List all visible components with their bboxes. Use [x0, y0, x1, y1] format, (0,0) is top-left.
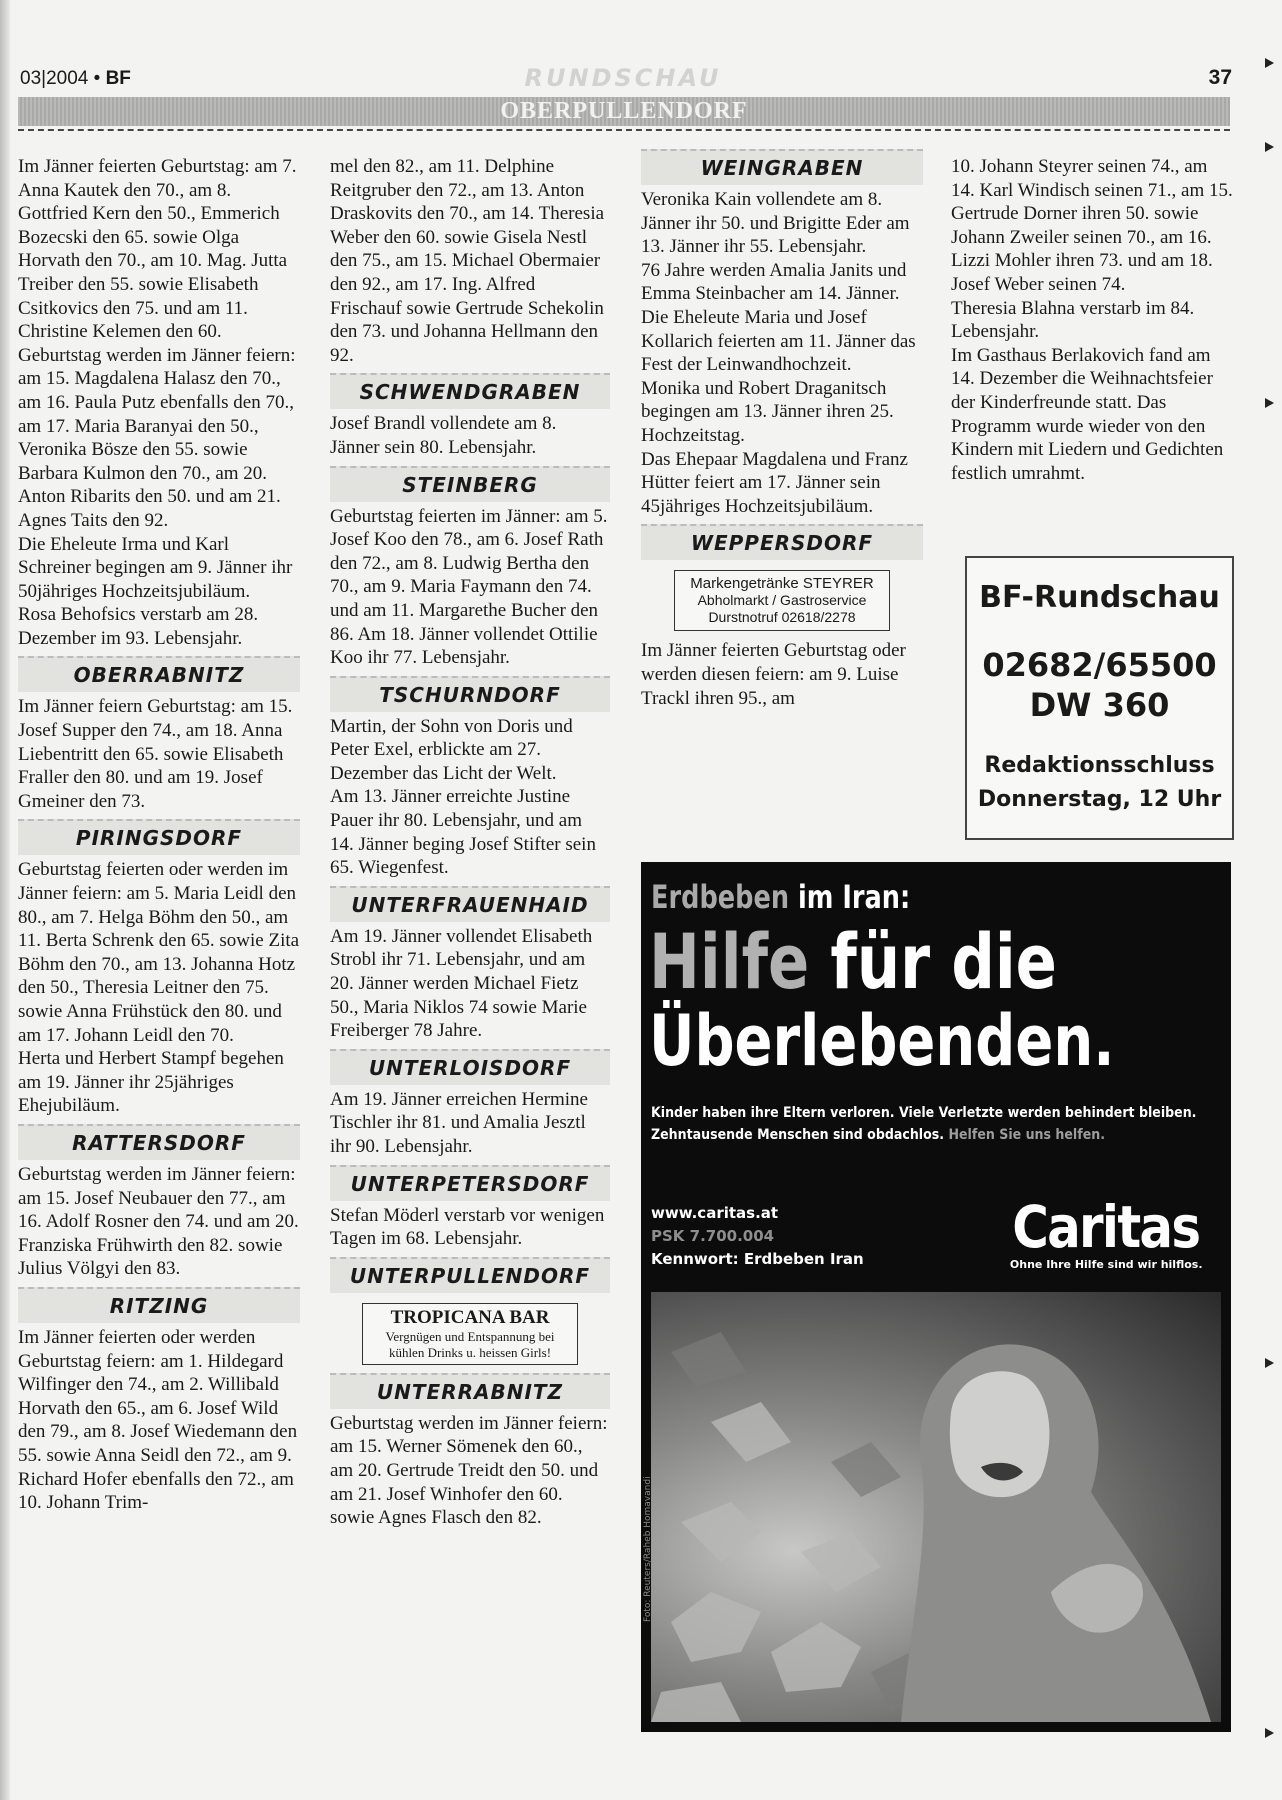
column-4: [951, 155, 1233, 485]
article-paragraph: 10. Johann Steyrer seinen 74., am 14. Karl Windisch seinen 71., am 15. Gertrude Dorner ihren 50. sowie Johann Zweiler seinen 70., am 16. Lizzi Mohler ihren 73. und am 18. Josef Weber seinen 74.: [951, 156, 1233, 295]
page-number: 37: [1208, 66, 1232, 89]
article-paragraph: Geburtstag werden im Jänner feiern: am 15. Josef Neubauer den 77., am 16. Adolf Rosner den 74. und am 20. Franziska Frühwirth den 82. sowie Julius Völgyi den 83.: [18, 1163, 299, 1280]
column-3: [641, 155, 923, 710]
section-heading-weppersdorf: WEPPERSDORF: [641, 524, 923, 560]
article-paragraph: Herta und Herbert Stampf begehen am 19. Jänner ihr 25jähriges Ehejubiläum.: [18, 1048, 284, 1117]
caritas-keyword: Kennwort: Erdbeben Iran: [651, 1250, 864, 1268]
tropicana-line: Vergnügen und Entspannung bei: [385, 1328, 555, 1344]
region-band: [18, 97, 1230, 126]
section-heading-rattersdorf: RATTERSDORF: [18, 1124, 300, 1160]
edge-mark-icon: [1265, 58, 1274, 68]
article-paragraph: Im Jänner feiern Geburtstag: am 15. Josef Supper den 74., am 18. Anna Liebentritt den 65. sowie Elisabeth Fraller den 80. und am 19. Josef Gmeiner den 73.: [18, 696, 293, 812]
photo-credit: Foto: Reuters/Raheb Homavandi: [643, 1476, 653, 1622]
article-paragraph: Im Jänner feierten oder werden Geburtstag feiern: am 1. Hildegard Wilfinger den 74., am 2. Willibald Horvath den 65., am 6. Josef Wild den 79., am 8. Josef Wiedemann den 55. sowie Anna Seidl den 72., am 9. Richard Hofer ebenfalls den 72., am 10. Johann Trim-: [18, 1326, 298, 1514]
article-paragraph: Die Eheleute Maria und Josef Kollarich feierten am 11. Jänner das Fest der Leinwandhochzeit.: [641, 306, 916, 376]
steyrer-line: Abholmarkt / Gastroservice: [697, 592, 867, 609]
earthquake-survivor-photo: [651, 1292, 1221, 1722]
tropicana-name: TROPICANA BAR: [390, 1306, 550, 1328]
article-paragraph: Im Jänner feierten Geburtstag: am 7. Anna Kautek den 70., am 8. Gottfried Kern den 50., Emmerich Bozecski den 65. sowie Olga Horvath den 70., am 10. Mag. Jutta Treiber den 55. sowie Elisabeth Csitkovics den 75. und am 11. Christine Kelemen den 60.: [18, 156, 297, 343]
section-heading-steinberg: STEINBERG: [330, 466, 610, 502]
section-heading-unterpullendorf: UNTERPULLENDORF: [330, 1257, 610, 1293]
section-heading-unterpetersdorf: UNTERPETERSDORF: [330, 1165, 610, 1201]
article-paragraph: Am 13. Jänner erreichte Justine Pauer ihr 80. Lebensjahr, und am 14. Jänner beging Josef Stifter sein 65. Wiegenfest.: [330, 786, 596, 879]
edge-mark-icon: [1265, 142, 1274, 152]
edge-mark-icon: [1265, 398, 1274, 408]
article-paragraph: Veronika Kain vollendete am 8. Jänner ihr 50. und Brigitte Eder am 13. Jänner ihr 55. Lebensjahr.: [641, 189, 910, 258]
article-paragraph: Das Ehepaar Magdalena und Franz Hütter feiert am 17. Jänner sein 45jähriges Hochzeitsjubiläum.: [641, 448, 908, 517]
caritas-tagline: Ohne Ihre Hilfe sind wir hilflos.: [1009, 1258, 1203, 1271]
column-1: [18, 155, 300, 1515]
tropicana-bar-ad: [362, 1303, 578, 1365]
steyrer-name: Markengetränke STEYRER: [690, 575, 874, 593]
section-heading-schwendgraben: SCHWENDGRABEN: [330, 373, 610, 409]
bf-box-phone: 02682/65500: [982, 646, 1217, 684]
caritas-logo: Caritas Ohne Ihre Hilfe sind wir hilflos.: [997, 1196, 1215, 1271]
caritas-headline-2: Überlebenden.: [649, 1000, 1115, 1082]
article-paragraph: Im Jänner feierten Geburtstag oder werden diesen feiern: am 9. Luise Trackl ihren 95., am: [641, 640, 906, 709]
caritas-preheadline: Erdbeben im Iran:: [651, 878, 911, 916]
page-edge-marks: [1262, 0, 1274, 1800]
section-heading-unterloisdorf: UNTERLOISDORF: [330, 1049, 610, 1085]
section-heading-unterrabnitz: UNTERRABNITZ: [330, 1373, 610, 1409]
bf-rundschau-info-box: [965, 556, 1234, 840]
article-paragraph: Josef Brandl vollendete am 8. Jänner sein 80. Lebensjahr.: [330, 413, 557, 458]
header-divider: [18, 129, 1230, 131]
tropicana-line: kühlen Drinks u. heissen Girls!: [388, 1344, 552, 1360]
edge-mark-icon: [1265, 1358, 1274, 1368]
photo-illustration: [651, 1292, 1221, 1722]
section-heading-weingraben: WEINGRABEN: [641, 149, 923, 185]
article-paragraph: Am 19. Jänner erreichen Hermine Tischler ihr 81. und Amalia Jesztl ihr 90. Lebensjahr.: [330, 1088, 588, 1157]
article-paragraph: Im Gasthaus Berlakovich fand am 14. Dezember die Weihnachtsfeier der Kinderfreunde statt. Das Programm wurde wieder von den Kindern mit Liedern und Gedichten festlich umrahmt.: [951, 344, 1224, 484]
article-paragraph: Rosa Behofsics verstarb am 28. Dezember im 93. Lebensjahr.: [18, 604, 259, 649]
section-heading-tschurndorf: TSCHURNDORF: [330, 676, 610, 712]
caritas-headline: Hilfe für die: [649, 917, 1057, 1006]
issue-label: 03|2004 • BF: [20, 68, 131, 89]
article-paragraph: Theresia Blahna verstarb im 84. Lebensjahr.: [951, 297, 1195, 343]
caritas-website: www.caritas.at: [651, 1204, 779, 1222]
article-paragraph: Stefan Möderl verstarb vor wenigen Tagen im 68. Lebensjahr.: [330, 1204, 605, 1250]
article-paragraph: 76 Jahre werden Amalia Janits und Emma Steinbacher am 14. Jänner.: [641, 259, 907, 305]
article-paragraph: Die Eheleute Irma und Karl Schreiner begingen am 9. Jänner ihr 50jähriges Hochzeitsjubiläum.: [18, 533, 293, 602]
article-paragraph: Geburtstag feierten im Jänner: am 5. Josef Koo den 78., am 6. Josef Rath den 72., am 8. Ludwig Bertha den 70., am 9. Maria Faymann den 74. und am 11. Margarethe Bucher den 86. Am 18. Jänner vollendet Ottilie Koo ihr 77. Lebensjahr.: [330, 505, 608, 669]
caritas-donation-info: [651, 1202, 864, 1271]
steyrer-ad: [674, 570, 890, 631]
article-paragraph: Geburtstag werden im Jänner feiern: am 15. Magdalena Halasz den 70., am 16. Paula Putz ebenfalls den 70., am 17. Maria Baranyai den 50., Veronika Bösze den 55. sowie Barbara Kulmon den 70., am 20. Anton Ribarits den 50. und am 21. Agnes Taits den 92.: [18, 344, 296, 531]
steyrer-phone: Durstnotruf 02618/2278: [708, 609, 856, 626]
section-heading-unterfrauenhaid: UNTERFRAUENHAID: [330, 886, 610, 922]
caritas-ad: [641, 862, 1231, 1732]
bf-box-extension: DW 360: [1029, 686, 1170, 724]
caritas-account: PSK 7.700.004: [651, 1227, 775, 1245]
bf-box-title: BF-Rundschau: [979, 580, 1220, 615]
article-paragraph: Monika und Robert Draganitsch begingen am 13. Jänner ihren 25. Hochzeitstag.: [641, 377, 894, 446]
caritas-body-text: Kinder haben ihre Eltern verloren. Viele Verletzte werden behindert bleiben. Zehntausende Menschen sind obdachlos. Helfen Sie uns helfen.: [651, 1105, 1197, 1143]
article-paragraph: Am 19. Jänner vollendet Elisabeth Strobl ihr 71. Lebensjahr, und am 20. Jänner werden Michael Fietz 50., Maria Niklos 74 sowie Marie Freiberger 78 Jahre.: [330, 925, 593, 1042]
bf-box-deadline-label: Redaktionsschluss: [984, 753, 1215, 778]
article-paragraph: Geburtstag werden im Jänner feiern: am 15. Werner Sömenek den 60., am 20. Gertrude Treidt den 50. und am 21. Josef Winhofer den 60. sowie Agnes Flasch den 82.: [330, 1412, 608, 1529]
edge-mark-icon: [1265, 1728, 1274, 1738]
page-header: [14, 64, 1232, 92]
section-heading-piringsdorf: PIRINGSDORF: [18, 819, 300, 855]
bf-box-deadline-time: Donnerstag, 12 Uhr: [977, 787, 1222, 812]
article-paragraph: mel den 82., am 11. Delphine Reitgruber den 72., am 13. Anton Draskovits den 70., am 14. Theresia Weber den 60. sowie Gisela Nestl den 75., am 15. Michael Obermaier den 92., am 17. Ing. Alfred Frischauf sowie Gertrude Schekolin den 73. und Johanna Hellmann den 92.: [330, 156, 605, 366]
article-paragraph: Martin, der Sohn von Doris und Peter Exel, erblickte am 27. Dezember das Licht der Welt.: [330, 715, 573, 784]
article-paragraph: Geburtstag feierten oder werden im Jänner feiern: am 5. Maria Leidl den 80., am 7. Helga Böhm den 50., am 11. Berta Schrenk den 65. sowie Zita Böhm den 70., am 13. Johanna Hotz den 50., Theresia Leitner den 75. sowie Anna Frühstück den 80. und am 17. Johann Leidl den 70.: [18, 859, 300, 1046]
column-2: [330, 155, 610, 1530]
section-heading-oberrabnitz: OBERRABNITZ: [18, 656, 300, 692]
region-title: OBERPULLENDORF: [500, 98, 748, 124]
section-heading-ritzing: RITZING: [18, 1287, 300, 1323]
page-edge: [0, 0, 10, 1800]
masthead: RUNDSCHAU: [524, 64, 722, 92]
